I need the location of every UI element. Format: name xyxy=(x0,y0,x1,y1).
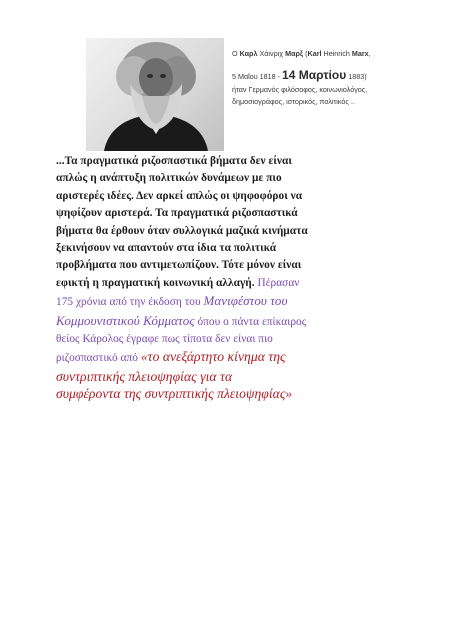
quote-text-purple: ριζοσπαστικό από xyxy=(56,352,141,365)
caption-line-2 xyxy=(232,69,442,81)
quote-text-italic: Κομμουνιστικού Κόμματος xyxy=(56,312,195,328)
quote-line: απλώς η ανάπτυξη πολιτικών δυνάμεων με πιο xyxy=(56,172,282,185)
quote-line xyxy=(56,348,398,367)
quote-line: ψηφίζουν αριστερά. Τα πραγματικά ριζοσπαστικά xyxy=(56,207,298,220)
quote-text-purple: 175 χρόνια από την έκδοση του xyxy=(56,296,204,309)
caption-text: , xyxy=(368,49,371,58)
caption-text: Χάινριχ xyxy=(257,49,286,58)
quote-text: εφικτή η πραγματική κοινωνική αλλαγή. xyxy=(56,276,255,289)
quote-text-red: «το ανεξάρτητο κίνημα της xyxy=(140,349,286,365)
caption-death-date: 14 Μαρτίου xyxy=(282,68,347,83)
quote-block xyxy=(56,153,398,403)
portrait-caption xyxy=(232,50,442,106)
quote-line xyxy=(56,275,398,292)
quote-line xyxy=(56,312,398,331)
quote-line: προβλήματα που αντιμετωπίζουν. Τότε μόνον είναι xyxy=(56,259,302,272)
caption-date: 5 Μαΐου 1818 - xyxy=(232,72,283,82)
quote-line: ξεκινήσουν να απαντούν στα ίδια τα πολιτικά xyxy=(56,242,277,255)
quote-line-red: συντριπτικής πλειοψηφίας για τα xyxy=(56,368,233,384)
caption-name: Μαρξ xyxy=(285,49,304,58)
quote-text-italic: Μανιφέστου του xyxy=(203,293,288,309)
quote-line: βήματα θα έρθουν όταν συλλογικά μαζικά κινήματα xyxy=(56,224,308,237)
portrait-photo xyxy=(86,38,224,151)
quote-line-red: συμφέροντα της συντριπτικής πλειοψηφίας» xyxy=(56,386,293,402)
caption-text: Heinrich xyxy=(321,49,352,58)
caption-text: ( xyxy=(303,49,308,58)
caption-name: Marx xyxy=(351,49,369,58)
caption-line-4: δημοσιογράφος, ιστορικός, πολιτικός .. xyxy=(232,97,355,107)
quote-line xyxy=(56,292,398,311)
caption-text: Ο xyxy=(232,49,240,58)
caption-line-1 xyxy=(232,50,442,57)
caption-name: Καρλ xyxy=(239,49,258,58)
caption-date: 1883) xyxy=(346,72,367,82)
caption-line-3: ήταν Γερμανός φιλόσοφος, κοινωνιολόγος, xyxy=(232,85,368,95)
caption-name: Karl xyxy=(307,49,322,58)
quote-line: θείος Κάρολος έγραφε πως τίποτα δεν είναι πιο xyxy=(56,333,273,346)
quote-line: ...Τα πραγματικά ριζοσπαστικά βήματα δεν είναι xyxy=(56,155,292,167)
quote-line: αριστερές ιδέες. Δεν αρκεί απλώς οι ψηφοφόροι να xyxy=(56,189,303,202)
portrait-illustration xyxy=(86,38,224,151)
quote-text-purple: όπου ο πάντα επίκαιρος xyxy=(194,315,307,328)
quote-text-purple: Πέρασαν xyxy=(254,276,300,289)
